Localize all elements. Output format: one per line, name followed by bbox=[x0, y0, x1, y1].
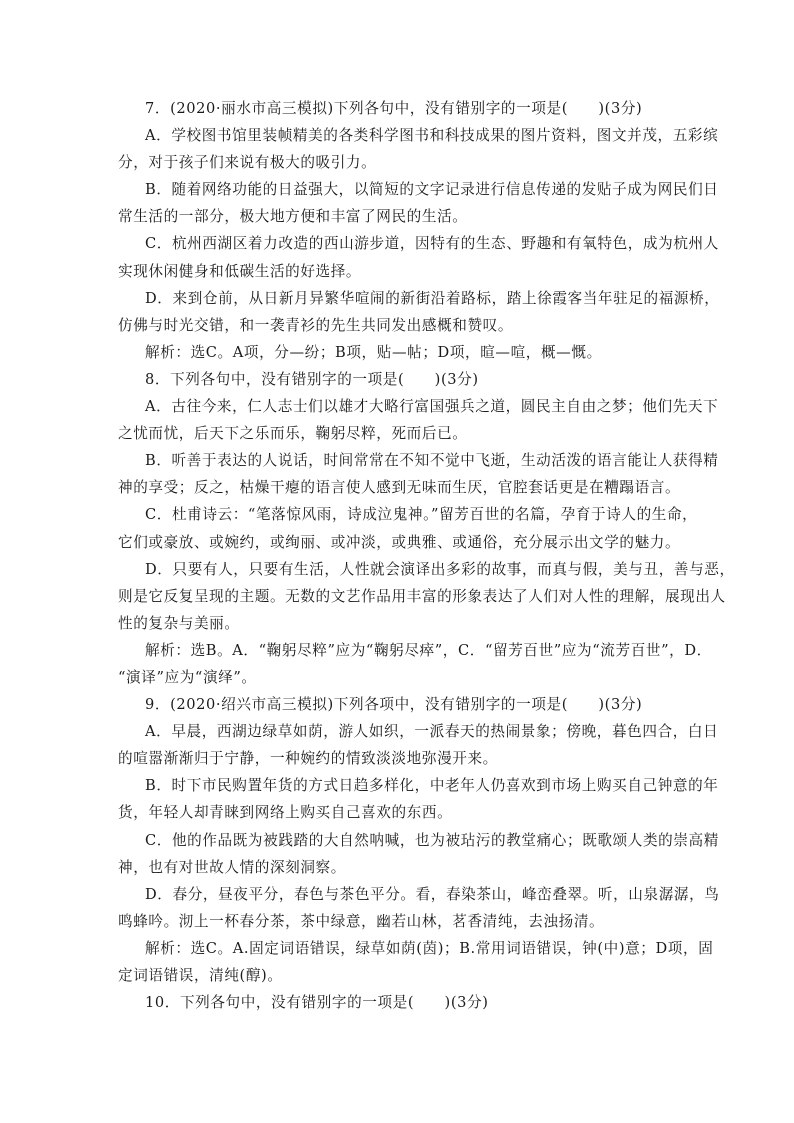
question-8-stem: 8．下列各句中，没有错别字的一项是( )(3分) bbox=[145, 370, 479, 388]
q9-option-c-line-2: 神，也有对世故人情的深刻洞察。 bbox=[118, 858, 346, 876]
q8-option-b-line-1: B．听善于表达的人说话，时间常常在不知不觉中飞逝，生动活泼的语言能让人获得精 bbox=[145, 452, 719, 470]
q8-option-a-line-1: A．古往今来，仁人志士们以雄才大略行富国强兵之道，圆民主自由之梦；他们先天下 bbox=[145, 398, 719, 416]
q7-option-d-line-1: D．来到仓前，从日新月异繁华喧闹的新街沿着路标，踏上徐霞客当年驻足的福源桥， bbox=[145, 289, 720, 307]
question-10-stem: 10．下列各句中，没有错别字的一项是( )(3分) bbox=[145, 994, 489, 1012]
q8-option-c-line-2: 它们或豪放、或婉约，或绚丽、或冲淡，或典雅、或通俗，充分展示出文学的魅力。 bbox=[118, 533, 681, 551]
q7-option-b-line-2: 常生活的一部分，极大地方便和丰富了网民的生活。 bbox=[118, 208, 468, 226]
q8-option-b-line-2: 神的享受；反之，枯燥干瘪的语言使人感到无味而生厌，官腔套话更是在糟蹋语言。 bbox=[118, 479, 681, 497]
q8-analysis-line-2: “演译”应为“演绎”。 bbox=[118, 668, 257, 686]
q8-option-d-line-1: D．只要有人，只要有生活，人性就会演译出多彩的故事，而真与假，美与丑，善与恶， bbox=[145, 560, 735, 578]
q9-analysis-line-1: 解析：选C。A.固定词语错误，绿草如荫(茵)；B.常用词语错误，钟(中)意；D项，固 bbox=[145, 939, 714, 957]
q7-option-a-line-2: 分，对于孩子们来说有极大的吸引力。 bbox=[118, 154, 377, 172]
q7-option-c-line-1: C．杭州西湖区着力改造的西山游步道，因特有的生态、野趣和有氧特色，成为杭州人 bbox=[145, 235, 719, 253]
q9-option-d-line-1: D．春分，昼夜平分，春色与茶色平分。看，春染茶山，峰峦叠翠。听，山泉潺潺，鸟 bbox=[145, 885, 720, 903]
q8-option-d-line-3: 性的复杂与美丽。 bbox=[118, 614, 240, 632]
q9-option-d-line-2: 鸣蜂吟。沏上一杯春分茶，茶中绿意，幽若山林，茗香清纯，去浊扬清。 bbox=[118, 912, 605, 930]
q9-option-c-line-1: C．他的作品既为被践踏的大自然呐喊，也为被玷污的教堂痛心；既歌颂人类的崇高精 bbox=[145, 831, 719, 849]
q7-option-c-line-2: 实现休闲健身和低碳生活的好选择。 bbox=[118, 262, 362, 280]
q9-option-a-line-1: A．早晨，西湖边绿草如荫，游人如织，一派春天的热闹景象；傍晚，暮色四合，白日 bbox=[145, 723, 719, 741]
q8-option-a-line-2: 之忧而忧，后天下之乐而乐，鞠躬尽粹，死而后已。 bbox=[118, 425, 468, 443]
q8-option-c-line-1: C．杜甫诗云：“笔落惊风雨，诗成泣鬼神。”留芳百世的名篇，孕育于诗人的生命， bbox=[145, 506, 698, 524]
q7-option-a-line-1: A．学校图书馆里装帧精美的各类科学图书和科技成果的图片资料，图文并茂，五彩缤 bbox=[145, 127, 719, 145]
q9-option-b-line-1: B．时下市民购置年货的方式日趋多样化，中老年人仍喜欢到市场上购买自己钟意的年 bbox=[145, 777, 719, 795]
q9-option-a-line-2: 的喧嚣渐渐归于宁静，一种婉约的情致淡淡地弥漫开来。 bbox=[118, 750, 498, 768]
q7-option-d-line-2: 仿佛与时光交错，和一袭青衫的先生共同发出感概和赞叹。 bbox=[118, 316, 514, 334]
q7-option-b-line-1: B．随着网络功能的日益强大，以简短的文字记录进行信息传递的发贴子成为网民们日 bbox=[145, 181, 719, 199]
question-7-stem: 7．(2020·丽水市高三模拟)下列各句中，没有错别字的一项是( )(3分) bbox=[145, 100, 643, 117]
q9-analysis-line-2: 定词语错误，清纯(醇)。 bbox=[118, 967, 283, 984]
question-9-stem: 9．(2020·绍兴市高三模拟)下列各项中，没有错别字的一项是( )(3分) bbox=[145, 696, 643, 714]
q7-analysis: 解析：选C。A项，分—纷；B项，贴—帖；D项，暄—喧，概—慨。 bbox=[145, 343, 602, 361]
q8-analysis-line-1: 解析：选B。A．“鞠躬尽粹”应为“鞠躬尽瘁”，C．“留芳百世”应为“流芳百世”，D． bbox=[145, 641, 712, 659]
q9-option-b-line-2: 货，年轻人却青睐到网络上购买自己喜欢的东西。 bbox=[118, 804, 453, 822]
q8-option-d-line-2: 则是它反复呈现的主题。无数的文艺作品用丰富的形象表达了人们对人性的理解，展现出人 bbox=[118, 587, 726, 605]
document-page bbox=[118, 95, 735, 1016]
